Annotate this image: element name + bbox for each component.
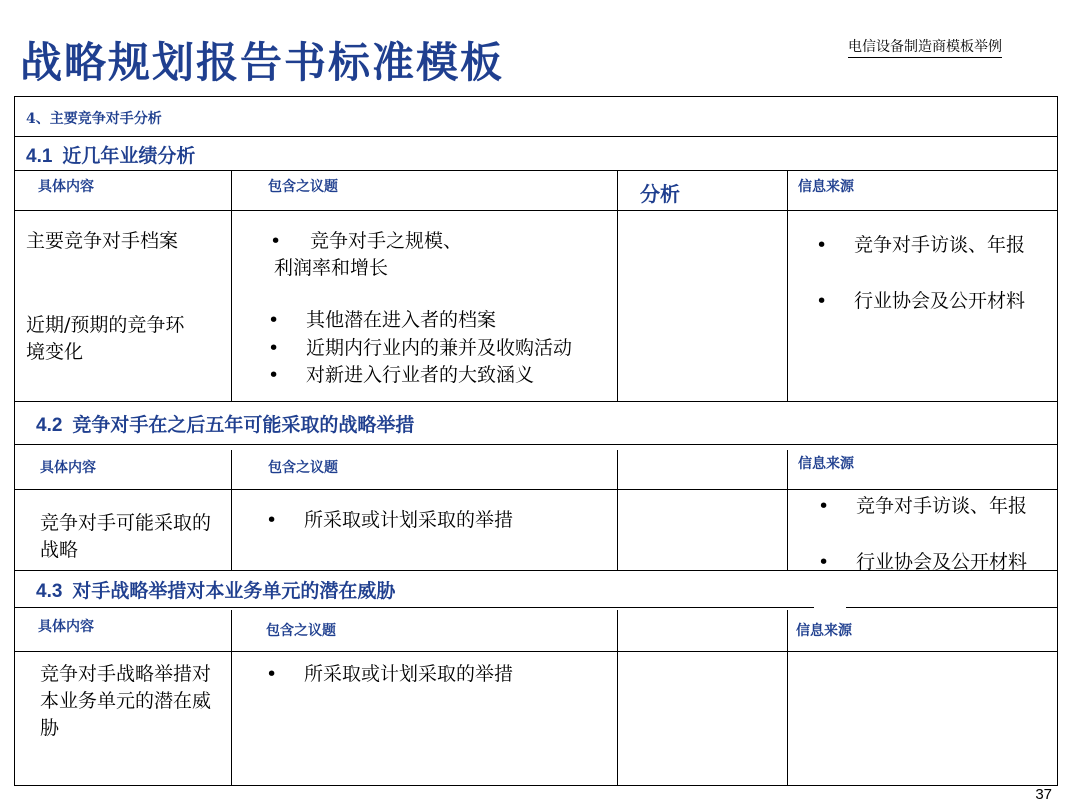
bullet: • — [816, 290, 828, 312]
rule — [846, 607, 1058, 608]
t1-issue-1-line1: 竞争对手之规模、 — [310, 230, 463, 252]
bullet: • — [270, 230, 282, 252]
t2-source-2-text: 行业协会及公开材料 — [856, 551, 1028, 573]
frame-right — [1057, 96, 1058, 786]
t2-content: 竞争对手可能采取的战略 — [40, 512, 212, 561]
page-title: 战略规划报告书标准模板 — [20, 38, 505, 87]
col-divider — [787, 610, 788, 786]
t2-issue-text: 所采取或计划采取的举措 — [304, 509, 514, 531]
subsection-4-1 — [26, 141, 195, 168]
rule — [14, 607, 814, 608]
subsection-number: 4.1 — [26, 146, 53, 167]
t1-source-1-text: 竞争对手访谈、年报 — [854, 234, 1026, 256]
t1-source-2-text: 行业协会及公开材料 — [854, 290, 1026, 312]
bullet: • — [268, 364, 280, 386]
t1-issue-4-text: 对新进入行业者的大致涵义 — [306, 364, 535, 386]
t1-issue-2 — [268, 307, 496, 334]
subsection-title: 竞争对手在之后五年可能采取的战略举措 — [72, 414, 415, 436]
bullet: • — [266, 509, 278, 531]
t3-issue — [266, 661, 566, 688]
header-issues: 包含之议题 — [266, 623, 336, 639]
rule — [14, 444, 1058, 445]
header-issues: 包含之议题 — [268, 179, 338, 195]
header-source: 信息来源 — [798, 179, 854, 195]
subsection-number: 4.2 — [36, 415, 63, 436]
section-heading: 4、主要竞争对手分析 — [26, 111, 162, 127]
bullet: • — [818, 551, 830, 573]
subsection-number: 4.3 — [36, 581, 63, 602]
col-divider — [231, 170, 232, 401]
bullet: • — [266, 663, 278, 685]
t1-issue-1-cont: 利润率和增长 — [274, 257, 389, 279]
bullet: • — [818, 495, 830, 517]
rule — [14, 401, 1058, 402]
t2-source-1 — [818, 493, 1050, 520]
frame-top — [14, 96, 1058, 97]
t1-issue-4 — [268, 362, 534, 389]
header-analysis: 分析 — [640, 182, 680, 206]
col-divider — [617, 170, 618, 401]
subsection-4-3 — [36, 576, 395, 603]
header-content: 具体内容 — [38, 179, 94, 195]
rule — [14, 136, 1058, 137]
t1-issue-3 — [268, 335, 572, 362]
t3-issue-text: 所采取或计划采取的举措 — [304, 663, 514, 685]
t1-issue-1 — [270, 228, 462, 255]
bullet: • — [268, 337, 280, 359]
t2-source-2 — [818, 549, 1050, 576]
t2-issue — [266, 507, 566, 534]
t1-issue-2-text: 其他潜在进入者的档案 — [306, 309, 497, 331]
bullet: • — [816, 234, 828, 256]
t2-source-1-text: 竞争对手访谈、年报 — [856, 495, 1028, 517]
col-divider — [787, 170, 788, 401]
t1-content-2: 近期/预期的竞争环境变化 — [26, 314, 185, 363]
rule — [14, 651, 1058, 652]
col-divider — [231, 610, 232, 786]
col-divider — [617, 610, 618, 786]
t1-source-2 — [816, 288, 1048, 315]
rule — [14, 489, 1058, 490]
page-number: 37 — [1035, 786, 1052, 803]
header-content: 具体内容 — [40, 460, 96, 476]
header-issues: 包含之议题 — [268, 460, 338, 476]
rule — [14, 170, 1058, 171]
template-tag: 电信设备制造商模板举例 — [848, 36, 1002, 58]
header-source: 信息来源 — [796, 623, 852, 639]
rule — [14, 210, 1058, 211]
subsection-title: 近几年业绩分析 — [62, 145, 196, 167]
t3-content: 竞争对手战略举措对本业务单元的潜在威胁 — [40, 663, 212, 739]
subsection-title: 对手战略举措对本业务单元的潜在威胁 — [72, 580, 396, 602]
rule — [14, 570, 1058, 571]
col-divider — [787, 450, 788, 570]
header-content: 具体内容 — [38, 619, 94, 635]
bullet: • — [268, 309, 280, 331]
t1-issue-3-text: 近期内行业内的兼并及收购活动 — [306, 337, 573, 359]
frame-left — [14, 96, 15, 786]
t1-content-1: 主要竞争对手档案 — [26, 230, 179, 252]
subsection-4-2 — [36, 410, 414, 437]
col-divider — [617, 450, 618, 570]
col-divider — [231, 450, 232, 570]
t1-source-1 — [816, 232, 1048, 259]
header-source: 信息来源 — [798, 456, 854, 472]
frame-bottom — [14, 785, 1058, 786]
